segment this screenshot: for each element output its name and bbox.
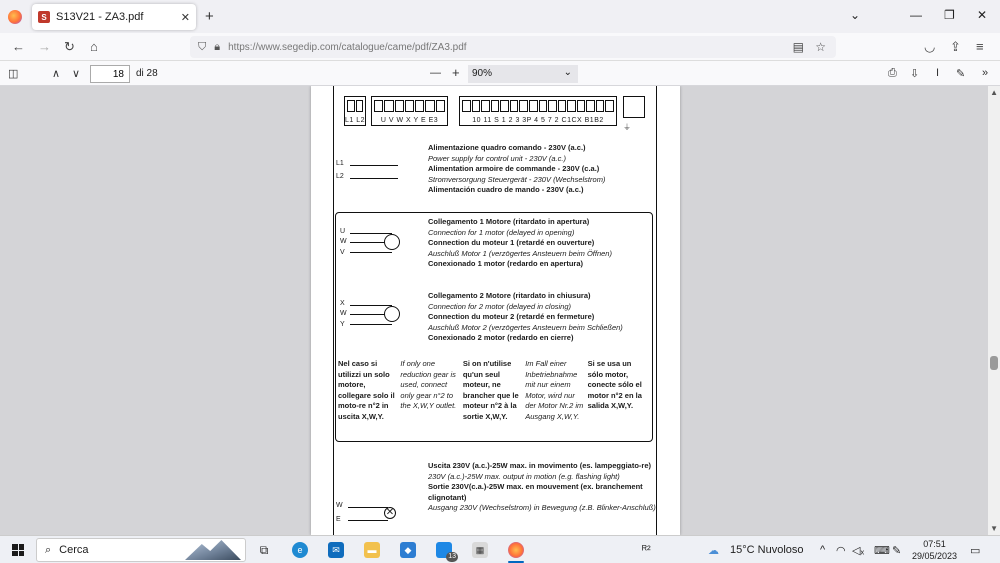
- wire-line: [348, 520, 388, 521]
- power-description: [428, 143, 605, 196]
- motor2-it: Collegamento 2 Motore (ritardato in chiusura): [428, 291, 591, 300]
- wire-line: [350, 165, 398, 166]
- back-arrow-icon[interactable]: ←: [12, 39, 25, 54]
- wire-label-l2: L2: [336, 173, 344, 180]
- clock[interactable]: [912, 538, 957, 562]
- keyboard-icon[interactable]: ⌨: [874, 545, 890, 557]
- windows-start-icon[interactable]: [12, 544, 24, 556]
- draw-tool-icon[interactable]: ✎: [956, 68, 966, 80]
- pen-icon[interactable]: ✎: [892, 545, 902, 557]
- pocket-icon[interactable]: ◡: [924, 39, 936, 54]
- restore-button[interactable]: ❐: [944, 8, 955, 22]
- lamp-de: Ausgang 230V (Wechselstrom) in Bewegung (z.B. Blinker-Anschluß): [428, 503, 656, 512]
- scrollbar-thumb[interactable]: [990, 356, 998, 370]
- save-icon[interactable]: ⇩: [910, 68, 920, 80]
- file-explorer-icon[interactable]: ▬: [364, 542, 380, 558]
- page-count: di 28: [136, 68, 158, 79]
- url-text[interactable]: https://www.segedip.com/catalogue/came/pdf/ZA3.pdf: [228, 41, 467, 53]
- terminal-block-power: [344, 96, 366, 126]
- forward-arrow-icon[interactable]: →: [38, 39, 51, 54]
- lamp-it: Uscita 230V (a.c.)-25W max. in movimento (es. lampeggiato-re): [428, 461, 651, 470]
- next-page-icon[interactable]: ∨: [72, 68, 81, 80]
- power-de: Stromversorgung Steuergerät - 230V (Wechselstrom): [428, 174, 606, 184]
- zoom-select[interactable]: [468, 65, 578, 83]
- wire-label-w: W: [340, 238, 347, 245]
- menu-icon[interactable]: ≡: [976, 39, 984, 54]
- mail-icon[interactable]: ✉: [328, 542, 344, 558]
- zoom-in-icon[interactable]: +: [452, 65, 460, 80]
- note-en: If only one reduction gear is used, connect only gear n°2 to the X,W,Y outlet.: [400, 359, 457, 410]
- search-highlight-image: [185, 540, 241, 560]
- shield-icon[interactable]: ⛉: [198, 40, 207, 53]
- home-icon[interactable]: ⌂: [90, 39, 98, 54]
- reader-view-icon[interactable]: ▤: [792, 40, 804, 54]
- people-icon[interactable]: ᴿ²: [642, 544, 651, 556]
- motor1-it: Collegamento 1 Motore (ritardato in apertura): [428, 217, 590, 226]
- reload-icon[interactable]: ↻: [64, 39, 75, 54]
- lock-icon[interactable]: 🔒︎: [214, 40, 221, 53]
- wire-label-y: Y: [340, 321, 345, 328]
- note-it: Nel caso si utilizzi un solo motore, collegare solo il moto-re n°2 in uscita X,W,Y.: [338, 359, 395, 421]
- note-de: Im Fall einer Inbetriebnahme mit nur einem Motor, wird nur der Motor Nr.2 im Ausgang X,W,Y.: [525, 359, 584, 421]
- search-placeholder: Cerca: [59, 544, 89, 556]
- search-icon: ⌕: [45, 543, 52, 556]
- power-en: Power supply for control unit - 230V (a.c.): [428, 153, 566, 163]
- lamp-description: [428, 461, 656, 514]
- new-tab-button[interactable]: +: [205, 8, 214, 25]
- close-window-button[interactable]: ✕: [977, 8, 988, 22]
- notification-icon[interactable]: ▭: [970, 545, 981, 557]
- firefox-taskbar-icon[interactable]: [508, 542, 524, 558]
- motor2-fr: Connection du moteur 2 (retardé en fermeture): [428, 312, 595, 321]
- power-es: Alimentación cuadro de mando - 230V (a.c.): [428, 185, 584, 194]
- zoom-value: 90%: [472, 68, 493, 79]
- wire-label-v: V: [340, 249, 345, 256]
- tab-favicon: S: [38, 11, 50, 23]
- tab-title: S13V21 - ZA3.pdf: [56, 11, 144, 23]
- task-view-icon[interactable]: ⧉: [259, 543, 269, 557]
- tab-list-chevron-icon[interactable]: ⌄: [850, 8, 861, 22]
- edge-icon[interactable]: e: [292, 542, 308, 558]
- firefox-icon[interactable]: [8, 10, 22, 24]
- motor2-de: Auschluß Motor 2 (verzögertes Ansteuern beim Schließen): [428, 322, 623, 332]
- terminal-block-motors: [371, 96, 448, 126]
- extensions-icon[interactable]: ⇪: [950, 39, 961, 54]
- url-bar[interactable]: [190, 36, 836, 58]
- wire-label-x: X: [340, 300, 345, 307]
- tab-bar: [0, 0, 1000, 33]
- weather-text[interactable]: 15°C Nuvoloso: [730, 544, 804, 556]
- motor1-es: Conexionado 1 motor (redardo en apertura): [428, 259, 584, 268]
- tab-close-icon[interactable]: ✕: [180, 11, 190, 24]
- antenna-terminal: [623, 96, 645, 118]
- wire-label-u: U: [340, 228, 346, 235]
- tab-active[interactable]: [32, 4, 196, 30]
- motor2-en: Connection for 2 motor (delayed in closing): [428, 301, 571, 311]
- sidebar-toggle-icon[interactable]: ◫: [8, 68, 19, 80]
- lamp-en: 230V (a.c.)-25W max. output in motion (e.g. flashing light): [428, 471, 620, 481]
- power-fr: Alimentation armoire de commande - 230V (c.a.): [428, 164, 600, 173]
- note-es: Si se usa un sólo motor, conecte sólo el motor n°2 en la salida X,W,Y.: [587, 359, 642, 410]
- page-number-input[interactable]: [90, 65, 130, 83]
- lamp-fr: Sortie 230V(c.a.)-25W max. en mouvement (ex. branchement clignotant): [428, 482, 643, 502]
- pdf-page: [311, 86, 680, 535]
- terminal-labels-control: 10 11 S 1 2 3 3P 4 5 7 2 C1CX B1B2: [472, 117, 604, 124]
- wire-label-l1: L1: [336, 160, 344, 167]
- clock-date: 29/05/2023: [912, 551, 958, 561]
- app-icon[interactable]: ◆: [400, 542, 416, 558]
- scroll-down-icon[interactable]: ▼: [990, 524, 998, 533]
- motor1-de: Auschluß Motor 1 (verzögertes Ansteuern beim Öffnen): [428, 248, 612, 258]
- previous-page-icon[interactable]: ∧: [52, 68, 61, 80]
- pdf-viewer[interactable]: [0, 86, 1000, 535]
- chevron-up-icon[interactable]: ^: [820, 544, 826, 556]
- taskbar-search[interactable]: [36, 538, 246, 562]
- teams-icon[interactable]: [436, 542, 456, 560]
- ground-symbol-icon: ⏚: [623, 123, 631, 132]
- scrollbar[interactable]: [988, 86, 1000, 535]
- motor-connection-box: [335, 212, 653, 442]
- chevron-down-icon: ⌄: [563, 67, 572, 78]
- lamp-icon: ✕: [385, 507, 395, 518]
- nav-bar: [0, 33, 1000, 61]
- calculator-icon[interactable]: ▦: [472, 542, 488, 558]
- network-icon[interactable]: ◠: [836, 545, 846, 557]
- taskbar: [0, 535, 1000, 563]
- wire-line: [348, 507, 388, 508]
- wire-label-w3: W: [336, 502, 343, 509]
- wire-line: [350, 178, 398, 179]
- notification-badge: 13: [448, 553, 456, 560]
- motor1-en: Connection for 1 motor (delayed in opening): [428, 227, 575, 237]
- wire-label-w2: W: [340, 310, 347, 317]
- motor1-fr: Connection du moteur 1 (retardé en ouverture): [428, 238, 595, 247]
- scroll-up-icon[interactable]: ▲: [990, 88, 998, 97]
- print-icon[interactable]: ⎙: [888, 67, 897, 79]
- minimize-button[interactable]: —: [910, 8, 922, 22]
- motor2-es: Conexionado 2 motor (redardo en cierre): [428, 333, 574, 342]
- more-tools-icon[interactable]: »: [982, 67, 989, 79]
- pdf-toolbar: [0, 62, 1000, 86]
- bookmark-star-icon[interactable]: ☆: [815, 40, 826, 54]
- volume-icon[interactable]: ◁ₓ: [852, 545, 865, 557]
- wire-label-e: E: [336, 516, 341, 523]
- terminal-labels-power: L1 L2: [345, 117, 366, 124]
- cloud-icon[interactable]: ☁: [708, 545, 719, 557]
- terminal-labels-motors: U V W X Y E E3: [380, 117, 439, 124]
- note-fr: Si on n'utilise qu'un seul moteur, ne brancher que le moteur n°2 à la sortie X,W,Y.: [462, 359, 519, 421]
- terminal-block-control: [459, 96, 617, 126]
- power-it: Alimentazione quadro comando - 230V (a.c.): [428, 143, 586, 152]
- zoom-out-icon[interactable]: —: [430, 67, 441, 79]
- clock-time: 07:51: [923, 539, 946, 549]
- text-tool-icon[interactable]: Ι: [936, 67, 940, 79]
